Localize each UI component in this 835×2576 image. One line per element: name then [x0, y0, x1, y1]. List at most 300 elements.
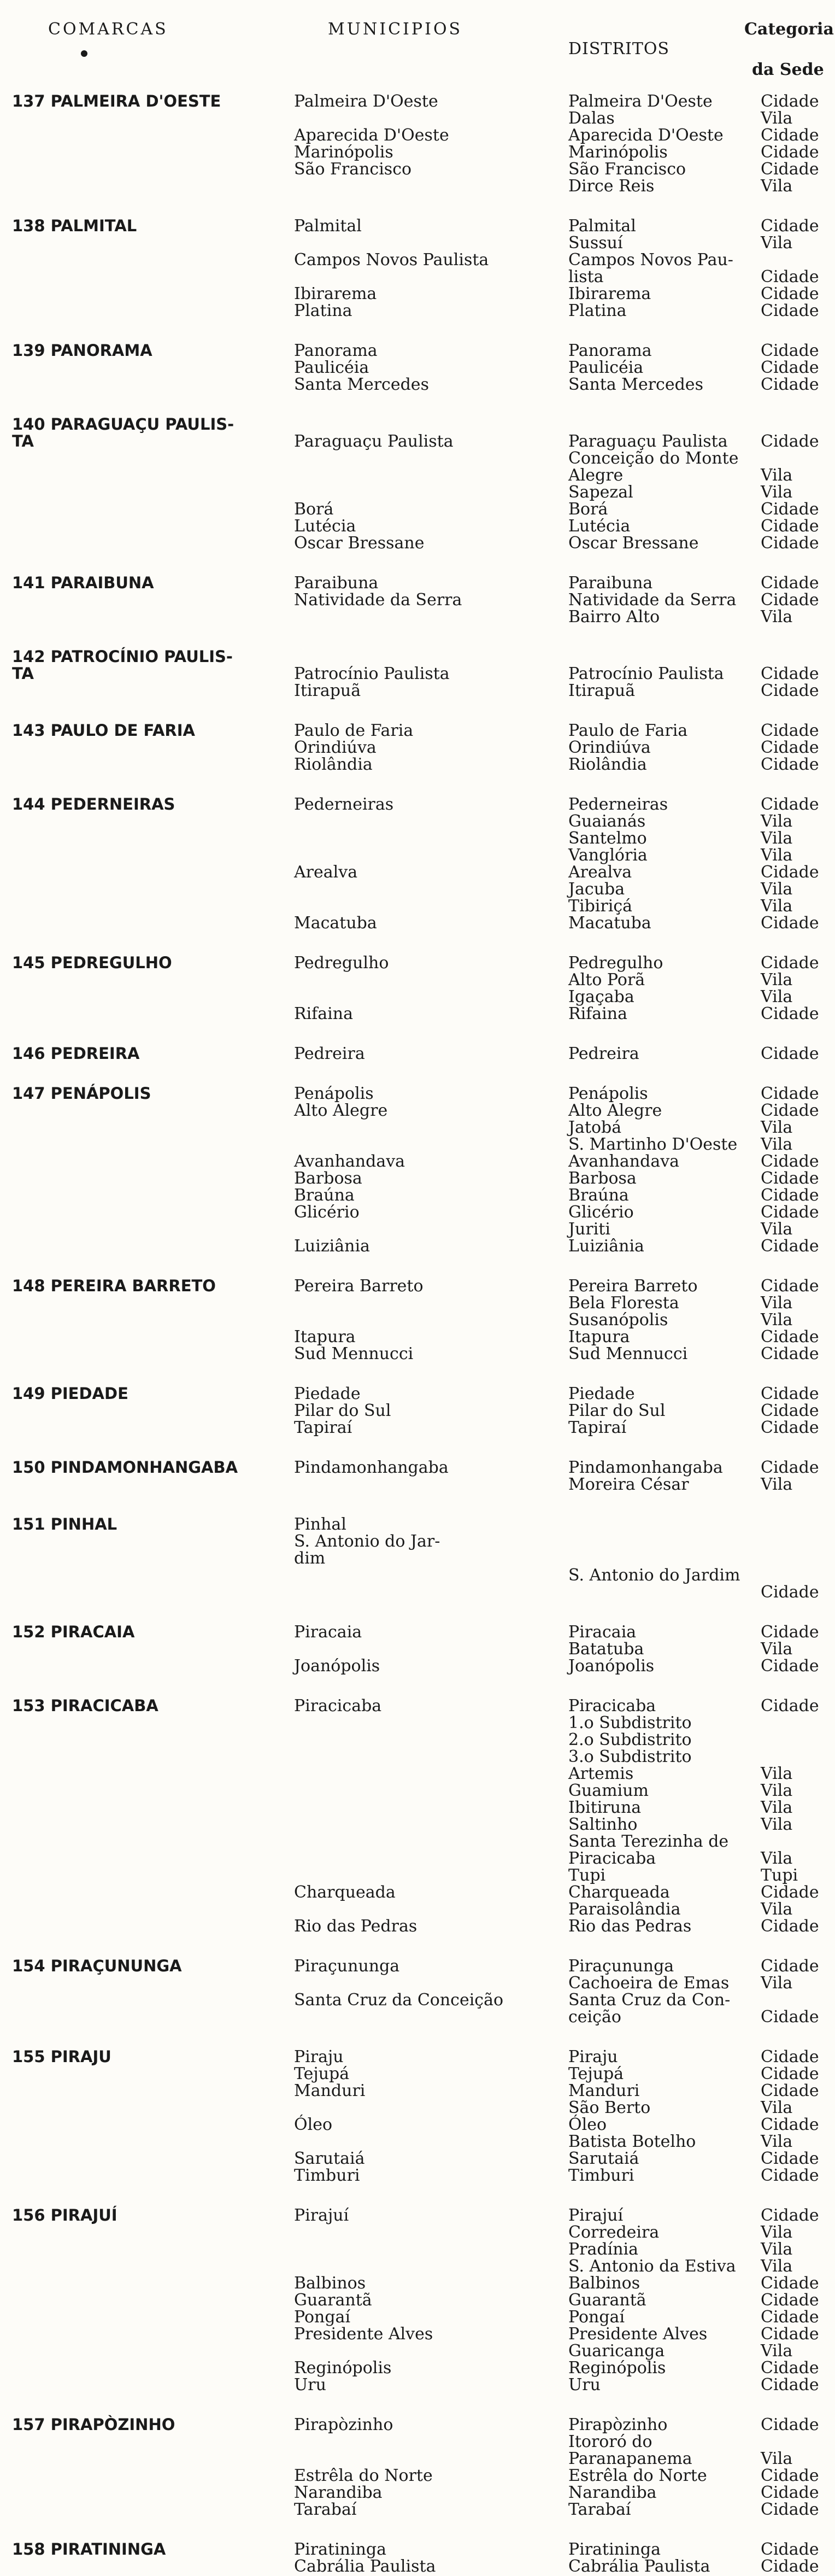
categoria-cell: Cidade — [761, 301, 819, 320]
categoria-cell: Vila — [761, 1293, 793, 1313]
distrito-cell: Batatuba — [568, 1640, 644, 1659]
municipio-cell: Itirapuã — [294, 681, 361, 700]
comarca-group — [0, 218, 835, 319]
table-row — [0, 1385, 835, 1402]
municipio-cell: Barbosa — [294, 1169, 362, 1188]
table-row — [0, 1005, 835, 1022]
comarca-cell: 144 PEDERNEIRAS — [12, 795, 175, 813]
group-spacer — [0, 1062, 835, 1085]
table-row — [0, 484, 835, 501]
table-row — [0, 1476, 835, 1493]
table-row — [0, 2450, 835, 2467]
distrito-cell: Itirapuã — [568, 681, 636, 700]
table-row — [0, 127, 835, 144]
table-row — [0, 682, 835, 699]
comarca-cell: 158 PIRATININGA — [12, 2540, 166, 2559]
distrito-cell: Timburi — [568, 2166, 634, 2185]
categoria-cell: Cidade — [761, 517, 819, 536]
table-row — [0, 178, 835, 195]
comarca-cell: TA — [12, 432, 34, 450]
table-row — [0, 2376, 835, 2393]
comarca-group — [0, 2048, 835, 2184]
distrito-cell: Penápolis — [568, 1084, 648, 1103]
table-row — [0, 2258, 835, 2275]
group-spacer — [0, 2393, 835, 2416]
categoria-cell: Cidade — [761, 2358, 819, 2378]
distrito-cell: Pirajuí — [568, 2206, 624, 2225]
municipio-cell: Itapura — [294, 1327, 356, 1346]
table-row — [0, 1748, 835, 1765]
comarca-cell: 153 PIRACICABA — [12, 1696, 158, 1715]
table-row — [0, 1850, 835, 1867]
table-row — [0, 2467, 835, 2484]
categoria-cell: Vila — [761, 897, 793, 916]
categoria-cell: Cidade — [761, 1458, 819, 1477]
comarca-group — [0, 2416, 835, 2518]
distrito-cell: Guarantã — [568, 2291, 646, 2310]
comarca-cell: TA — [12, 664, 34, 683]
comarca-cell: 147 PENÁPOLIS — [12, 1084, 151, 1103]
table-row — [0, 2150, 835, 2167]
comarca-cell: 154 PIRAÇUNUNGA — [12, 1957, 182, 1975]
categoria-cell: Cidade — [761, 1237, 819, 1256]
municipio-cell: Natividade da Serra — [294, 590, 462, 610]
categoria-cell: Cidade — [761, 432, 819, 451]
distrito-cell: Sarutaiá — [568, 2149, 639, 2168]
municipio-cell: Pedreira — [294, 1044, 365, 1063]
table-row — [0, 1714, 835, 1731]
distrito-cell: Paraisolândia — [568, 1900, 681, 1919]
table-row — [0, 1221, 835, 1238]
categoria-cell: Vila — [761, 1974, 793, 1993]
categoria-cell: Cidade — [761, 500, 819, 519]
distrito-cell: Manduri — [568, 2081, 640, 2100]
municipio-cell: Platina — [294, 301, 352, 320]
comarca-group — [0, 955, 835, 1022]
municipio-cell: Balbinos — [294, 2274, 366, 2293]
table-row — [0, 2326, 835, 2343]
distrito-cell: Piraçununga — [568, 1957, 674, 1976]
municipio-cell: Panorama — [294, 341, 378, 360]
distrito-cell: Conceição do Monte — [568, 449, 739, 468]
distrito-cell: Dirce Reis — [568, 177, 655, 196]
comarca-cell: 142 PATROCÍNIO PAULIS- — [12, 647, 233, 666]
municipio-cell: Alto Alegre — [294, 1101, 388, 1120]
table-row — [0, 1345, 835, 1362]
municipio-cell: Tarabaí — [294, 2500, 357, 2519]
distrito-cell: Narandiba — [568, 2483, 657, 2502]
group-spacer — [0, 932, 835, 955]
municipio-cell: Rio das Pedras — [294, 1917, 418, 1936]
table-row — [0, 1312, 835, 1328]
table-row — [0, 608, 835, 625]
municipio-cell: Piraçununga — [294, 1957, 400, 1976]
table-row — [0, 1170, 835, 1187]
categoria-cell: Vila — [761, 1135, 793, 1154]
table-row — [0, 2224, 835, 2241]
categoria-cell: Vila — [761, 987, 793, 1006]
table-row — [0, 665, 835, 682]
distrito-cell: Riolândia — [568, 755, 647, 774]
distrito-cell: Marinópolis — [568, 143, 668, 162]
municipio-cell: S. Antonio do Jar- — [294, 1532, 440, 1551]
municipio-cell: Campos Novos Paulista — [294, 250, 489, 270]
table-row — [0, 813, 835, 830]
distrito-cell: Vanglória — [568, 846, 648, 865]
comarca-group — [0, 1278, 835, 1362]
distrito-cell: Dalas — [568, 109, 615, 128]
distrito-cell: Alegre — [568, 466, 624, 485]
table-row — [0, 1958, 835, 1975]
table-row — [0, 1238, 835, 1255]
distrito-cell: Uru — [568, 2375, 601, 2394]
categoria-cell: Cidade — [761, 2500, 819, 2519]
group-spacer — [0, 1436, 835, 1459]
comarca-group — [0, 575, 835, 625]
distrito-cell: S. Martinho D'Oeste — [568, 1135, 738, 1154]
table-row — [0, 955, 835, 971]
table-row — [0, 1992, 835, 2009]
categoria-cell: Cidade — [761, 681, 819, 700]
comarca-group — [0, 796, 835, 932]
categoria-cell: Cidade — [761, 2415, 819, 2434]
distrito-cell: Moreira César — [568, 1475, 689, 1494]
table-row — [0, 915, 835, 932]
table-row — [0, 898, 835, 915]
table-row — [0, 535, 835, 552]
municipio-cell: Pilar do Sul — [294, 1401, 391, 1420]
comarca-group — [0, 2207, 835, 2393]
municipio-cell: Paraguaçu Paulista — [294, 432, 454, 451]
municipio-cell: Luiziânia — [294, 1237, 370, 1256]
table-row — [0, 285, 835, 302]
table-row — [0, 830, 835, 847]
categoria-cell: Cidade — [761, 1696, 819, 1716]
table-row — [0, 2275, 835, 2292]
municipio-cell: Joanópolis — [294, 1656, 380, 1676]
distrito-cell: Oscar Bressane — [568, 534, 699, 553]
categoria-cell: Vila — [761, 1815, 793, 1834]
table-row — [0, 359, 835, 376]
municipio-cell: São Francisco — [294, 160, 412, 179]
group-spacer — [0, 1362, 835, 1385]
distrito-cell: Piracaia — [568, 1623, 637, 1642]
comarca-group — [0, 722, 835, 773]
table-row — [0, 1516, 835, 1533]
distrito-cell: Santelmo — [568, 829, 647, 848]
distrito-cell: Piraju — [568, 2047, 618, 2066]
table-row — [0, 2009, 835, 2025]
categoria-cell: Cidade — [761, 267, 819, 286]
group-spacer — [0, 699, 835, 722]
categoria-cell: Cidade — [761, 2375, 819, 2394]
categoria-cell: Vila — [761, 1310, 793, 1330]
distrito-cell: Cabrália Paulista — [568, 2557, 710, 2576]
municipio-cell: Avanhandava — [294, 1152, 405, 1171]
municipio-cell: Piedade — [294, 1384, 361, 1403]
municipio-cell: Santa Cruz da Conceição — [294, 1990, 504, 2010]
distrito-cell: Borá — [568, 500, 608, 519]
table-row — [0, 1295, 835, 1312]
comarca-group — [0, 1624, 835, 1675]
municipio-cell: Reginópolis — [294, 2358, 392, 2378]
table-row — [0, 1278, 835, 1295]
distrito-cell: Bela Floresta — [568, 1293, 679, 1313]
distrito-cell: Paraguaçu Paulista — [568, 432, 728, 451]
categoria-cell: Cidade — [761, 143, 819, 162]
table-row — [0, 2292, 835, 2309]
municipio-cell: Sarutaiá — [294, 2149, 365, 2168]
table-row — [0, 2501, 835, 2518]
municipio-cell: Arealva — [294, 863, 358, 882]
table-row — [0, 467, 835, 484]
municipio-cell: Paraibuna — [294, 573, 379, 593]
table-row — [0, 2241, 835, 2258]
categoria-cell: Cidade — [761, 2466, 819, 2485]
table-row — [0, 1641, 835, 1658]
categoria-cell: Cidade — [761, 1186, 819, 1205]
categoria-cell: Cidade — [761, 358, 819, 377]
categoria-cell: Cidade — [761, 863, 819, 882]
distrito-cell: Susanópolis — [568, 1310, 668, 1330]
categoria-cell: Vila — [761, 466, 793, 485]
comarca-cell: 137 PALMEIRA D'OESTE — [12, 92, 221, 110]
categoria-cell: Cidade — [761, 2064, 819, 2083]
categoria-cell: Cidade — [761, 1583, 819, 1602]
table-row — [0, 864, 835, 881]
comarca-group — [0, 416, 835, 552]
distrito-cell: Tarabaí — [568, 2500, 631, 2519]
distrito-cell: Juriti — [568, 1220, 610, 1239]
distrito-cell: Lutécia — [568, 517, 631, 536]
categoria-cell: Cidade — [761, 721, 819, 740]
distrito-cell: Platina — [568, 301, 627, 320]
table-row — [0, 1419, 835, 1436]
table-row — [0, 2343, 835, 2360]
distrito-cell: Macatuba — [568, 914, 651, 933]
municipio-cell: Santa Mercedes — [294, 375, 429, 394]
distrito-cell: Saltinho — [568, 1815, 638, 1834]
table-row — [0, 1658, 835, 1675]
municipio-cell: Cabrália Paulista — [294, 2557, 436, 2576]
distrito-cell: Cachoeira de Emas — [568, 1974, 730, 1993]
municipio-cell: Pinhal — [294, 1515, 346, 1534]
distrito-cell: Campos Novos Pau- — [568, 250, 733, 270]
table-row — [0, 1402, 835, 1419]
group-spacer — [0, 195, 835, 218]
distrito-cell: Avanhandava — [568, 1152, 680, 1171]
comarca-group — [0, 1459, 835, 1493]
municipio-cell: Óleo — [294, 2115, 333, 2134]
categoria-cell: Cidade — [761, 1084, 819, 1103]
table-row — [0, 1550, 835, 1567]
categoria-cell: Cidade — [761, 2166, 819, 2185]
municipio-cell: Rifaina — [294, 1004, 353, 1023]
table-row — [0, 376, 835, 393]
table-row — [0, 1799, 835, 1816]
distrito-cell: São Berto — [568, 2098, 651, 2117]
table-row — [0, 2416, 835, 2433]
categoria-cell: Cidade — [761, 2557, 819, 2576]
comarca-cell: 149 PIEDADE — [12, 1384, 128, 1403]
distrito-cell: Pedreira — [568, 1044, 639, 1063]
table-row — [0, 1731, 835, 1748]
distrito-cell: Sussuí — [568, 233, 623, 253]
municipio-cell: Glicério — [294, 1203, 360, 1222]
distrito-cell: Reginópolis — [568, 2358, 666, 2378]
distrito-cell: Palmital — [568, 216, 636, 236]
distrito-cell: Batista Botelho — [568, 2132, 696, 2151]
table-row — [0, 1533, 835, 1550]
municipio-cell: Paulicéia — [294, 358, 369, 377]
distrito-cell: Piratininga — [568, 2540, 661, 2559]
categoria-cell: Cidade — [761, 341, 819, 360]
table-row — [0, 518, 835, 535]
group-spacer — [0, 625, 835, 648]
comarca-cell: 148 PEREIRA BARRETO — [12, 1277, 216, 1295]
categoria-cell: Vila — [761, 1118, 793, 1137]
categoria-cell: Cidade — [761, 914, 819, 933]
header-comarcas: COMARCAS — [48, 20, 168, 39]
comarca-group — [0, 1385, 835, 1436]
municipio-cell: Piracicaba — [294, 1696, 382, 1716]
distrito-cell: Orindiúva — [568, 738, 651, 757]
table-row — [0, 93, 835, 110]
table-row — [0, 1136, 835, 1153]
municipio-cell: Pindamonhangaba — [294, 1458, 449, 1477]
municipio-cell: Marinópolis — [294, 143, 393, 162]
municipio-cell: Narandiba — [294, 2483, 383, 2502]
categoria-cell: Cidade — [761, 1418, 819, 1437]
table-row — [0, 2167, 835, 2184]
categoria-cell: Cidade — [761, 2047, 819, 2066]
categoria-cell: Cidade — [761, 2206, 819, 2225]
group-spacer — [0, 1255, 835, 1278]
distrito-cell: Alto Alegre — [568, 1101, 662, 1120]
table-row — [0, 433, 835, 450]
distrito-cell: Corredeira — [568, 2223, 660, 2242]
categoria-cell: Cidade — [761, 2540, 819, 2559]
municipio-cell: Charqueada — [294, 1883, 396, 1902]
categoria-cell: Cidade — [761, 1401, 819, 1420]
distrito-cell: Glicério — [568, 1203, 634, 1222]
distrito-cell: São Francisco — [568, 160, 686, 179]
categoria-cell: Cidade — [761, 1384, 819, 1403]
comarca-cell: 139 PANORAMA — [12, 341, 152, 360]
group-spacer — [0, 2025, 835, 2048]
distrito-cell: Piracicaba — [568, 1849, 656, 1868]
distrito-cell: Natividade da Serra — [568, 590, 737, 610]
distrito-cell: Jatobá — [568, 1118, 622, 1137]
comarca-group — [0, 1085, 835, 1255]
table-row — [0, 2433, 835, 2450]
table-row — [0, 2207, 835, 2224]
distrito-cell: Rifaina — [568, 1004, 627, 1023]
table-body — [0, 93, 835, 2575]
comarca-group — [0, 2541, 835, 2575]
municipio-cell: Borá — [294, 500, 334, 519]
group-spacer — [0, 1493, 835, 1516]
table-row — [0, 1119, 835, 1136]
municipio-cell: Uru — [294, 2375, 326, 2394]
table-row — [0, 1867, 835, 1884]
categoria-cell: Vila — [761, 1220, 793, 1239]
distrito-cell: Pilar do Sul — [568, 1401, 666, 1420]
categoria-cell: Cidade — [761, 1883, 819, 1902]
table-row — [0, 450, 835, 467]
table-row — [0, 1459, 835, 1476]
municipio-cell: Macatuba — [294, 914, 377, 933]
categoria-cell: Cidade — [761, 2149, 819, 2168]
distrito-cell: Pongaí — [568, 2308, 625, 2327]
distrito-cell: Ibirarema — [568, 284, 651, 303]
categoria-cell: Cidade — [761, 1152, 819, 1171]
table-row — [0, 2541, 835, 2558]
table-row — [0, 501, 835, 518]
distrito-cell: Tibiriçá — [568, 897, 633, 916]
distrito-cell: Pedregulho — [568, 953, 663, 973]
distrito-cell: 2.o Subdistrito — [568, 1730, 692, 1749]
distrito-cell: Barbosa — [568, 1169, 637, 1188]
distrito-cell: Tejupá — [568, 2064, 624, 2083]
comarca-cell: 152 PIRACAIA — [12, 1623, 135, 1641]
categoria-cell: Cidade — [761, 755, 819, 774]
categoria-cell: Cidade — [761, 2007, 819, 2027]
distrito-cell: Paraibuna — [568, 573, 653, 593]
municipio-cell: Guarantã — [294, 2291, 372, 2310]
table-row — [0, 1187, 835, 1204]
categoria-cell: Vila — [761, 607, 793, 627]
distrito-cell: Itororó do — [568, 2432, 652, 2451]
group-spacer — [0, 2184, 835, 2207]
categoria-cell: Vila — [761, 1640, 793, 1659]
distrito-cell: 1.o Subdistrito — [568, 1713, 692, 1732]
distrito-cell: Joanópolis — [568, 1656, 655, 1676]
categoria-cell: Cidade — [761, 1917, 819, 1936]
table-row — [0, 2360, 835, 2376]
header-da-sede: da Sede — [752, 60, 824, 79]
distrito-cell: Pirapòzinho — [568, 2415, 668, 2434]
categoria-cell: Cidade — [761, 738, 819, 757]
categoria-cell: Vila — [761, 829, 793, 848]
distrito-cell: Balbinos — [568, 2274, 640, 2293]
categoria-cell: Cidade — [761, 126, 819, 145]
comarca-group — [0, 93, 835, 195]
table-row — [0, 2048, 835, 2065]
table-row — [0, 2133, 835, 2150]
bullet-dot-icon — [81, 50, 87, 57]
table-row — [0, 342, 835, 359]
table-row — [0, 1816, 835, 1833]
table-row — [0, 1918, 835, 1935]
table-row — [0, 110, 835, 127]
categoria-cell: Cidade — [761, 1004, 819, 1023]
table-row — [0, 251, 835, 268]
distrito-cell: Guamium — [568, 1781, 649, 1800]
group-spacer — [0, 773, 835, 796]
distrito-cell: Braúna — [568, 1186, 629, 1205]
categoria-cell: Vila — [761, 1781, 793, 1800]
table-row — [0, 161, 835, 178]
table-row — [0, 722, 835, 739]
categoria-cell: Vila — [761, 2257, 793, 2276]
header-municipios: MUNICIPIOS — [328, 20, 463, 39]
table-row — [0, 847, 835, 864]
comarca-group — [0, 1045, 835, 1062]
categoria-cell: Cidade — [761, 2081, 819, 2100]
comarca-cell: 146 PEDREIRA — [12, 1044, 140, 1063]
comarca-group — [0, 1516, 835, 1601]
